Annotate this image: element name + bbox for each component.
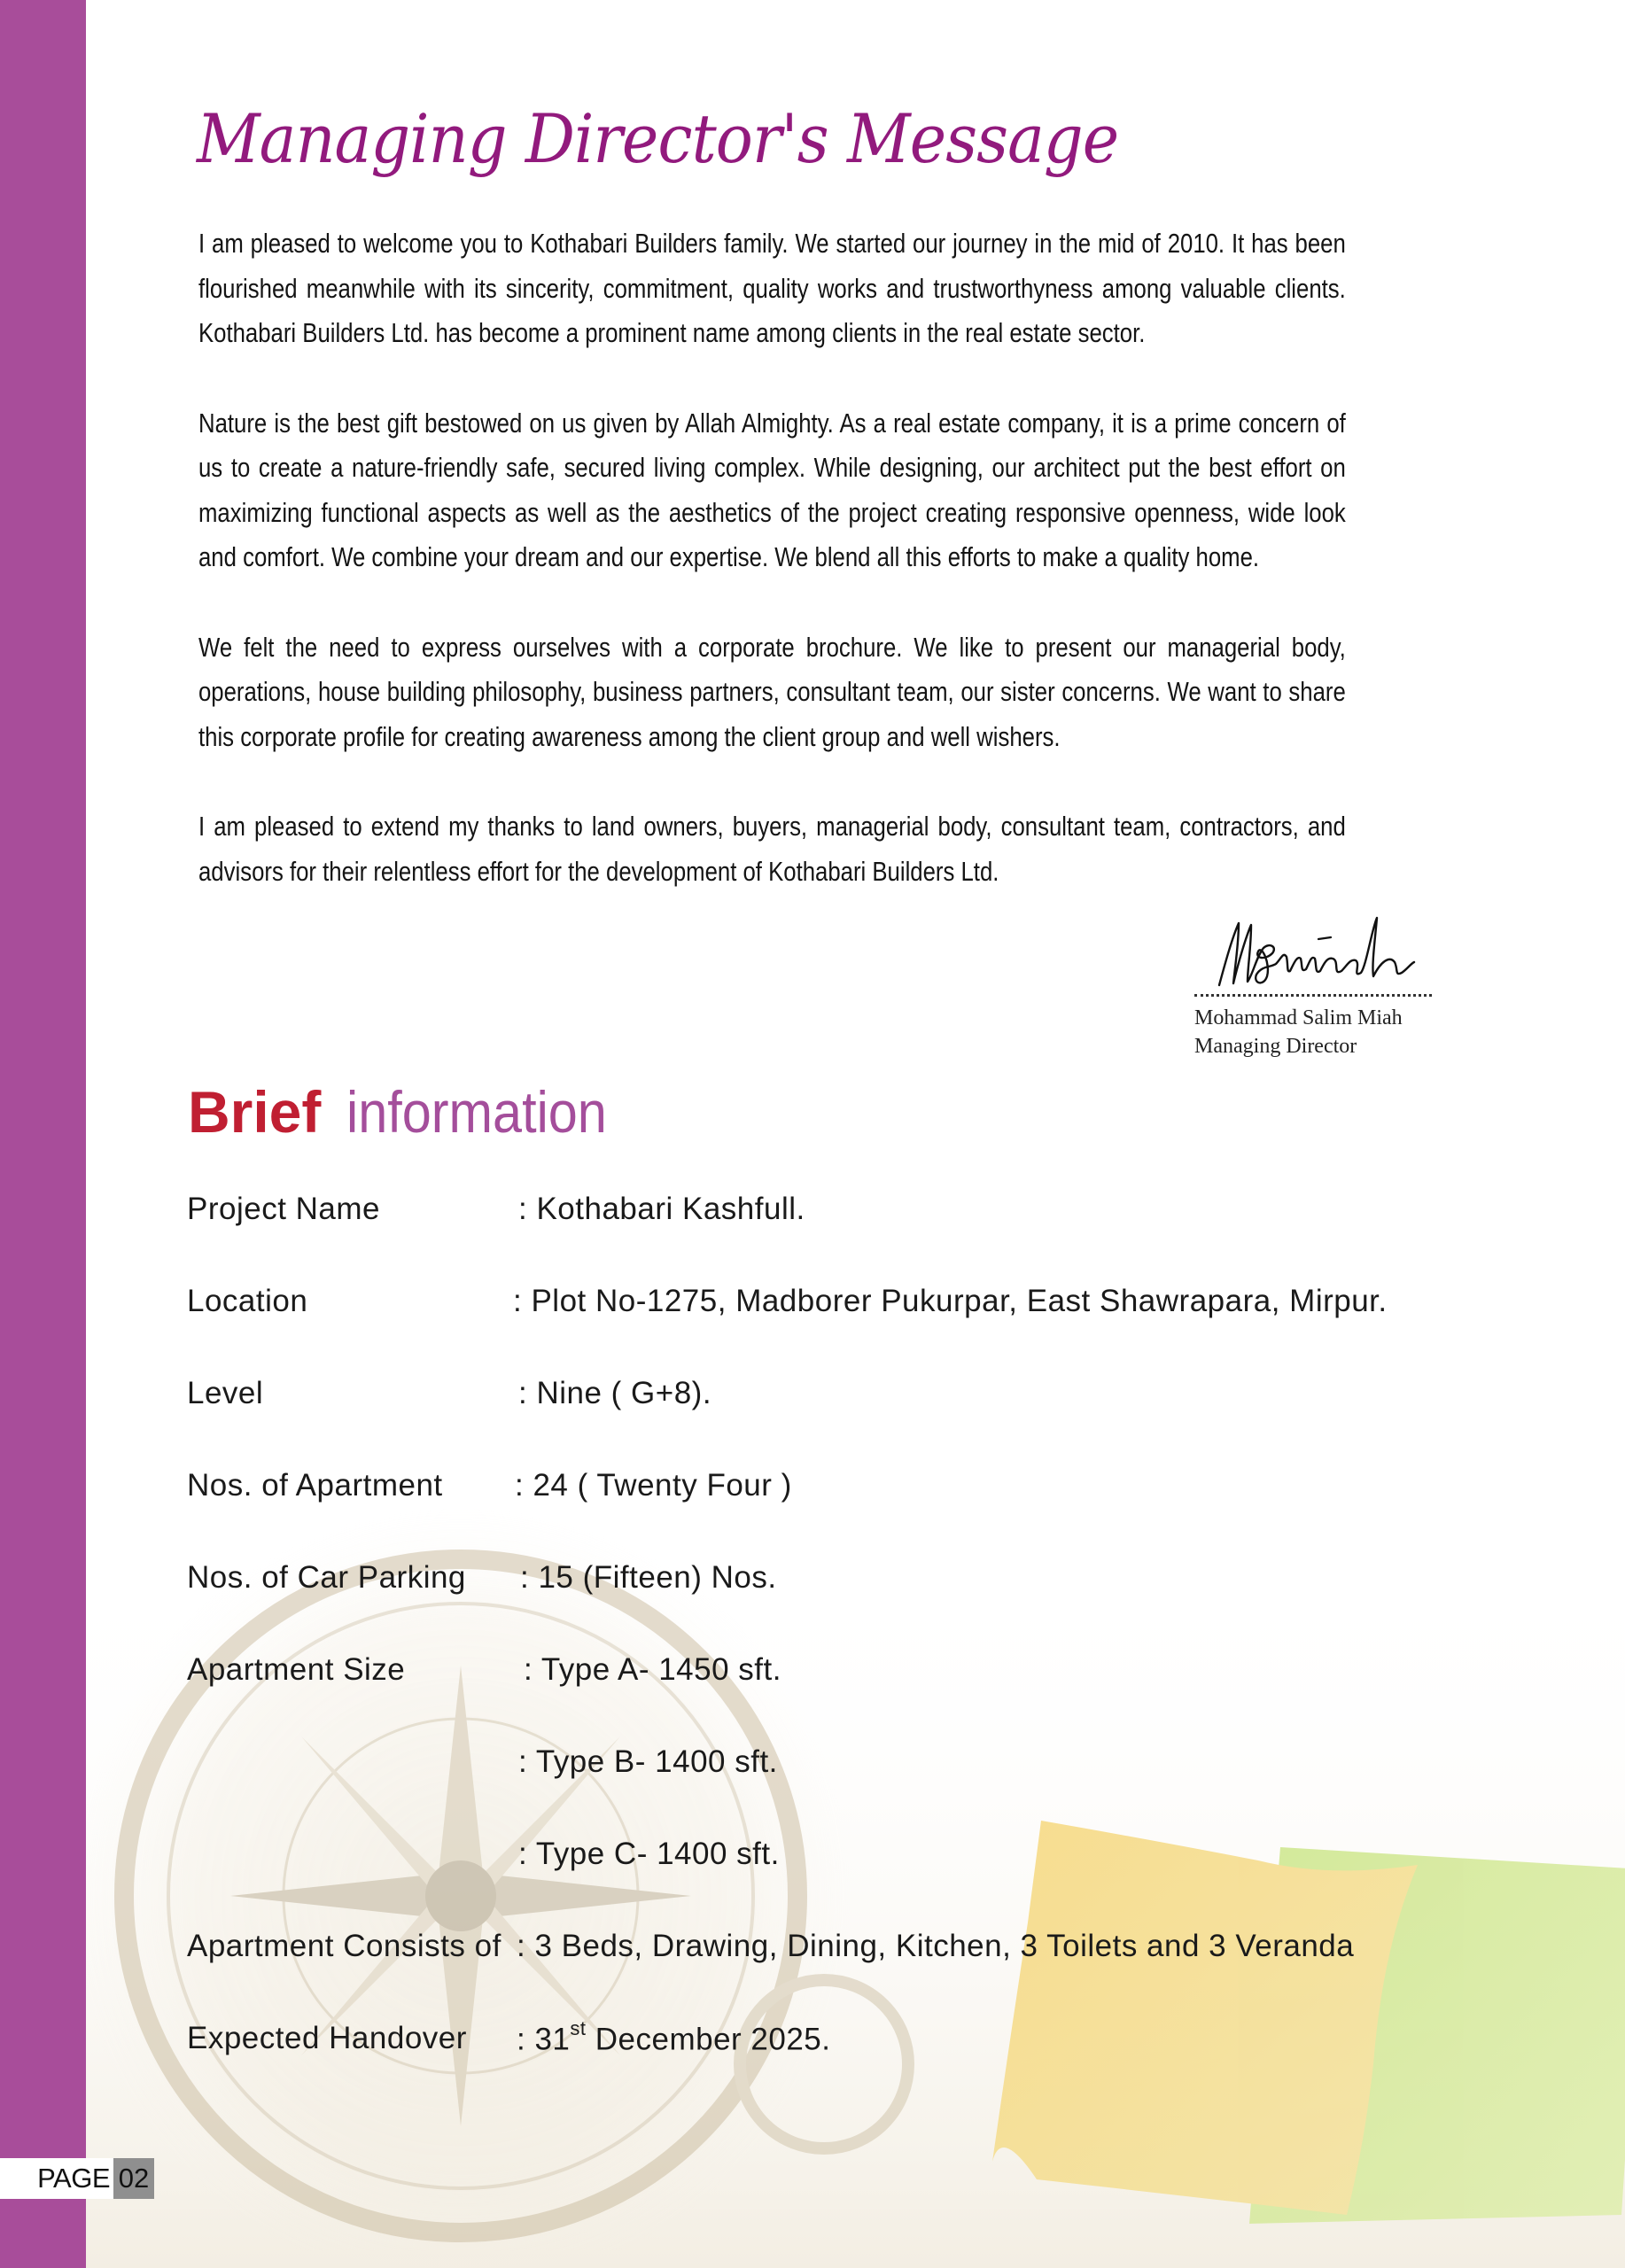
info-value (517, 2017, 831, 2058)
info-value: : Plot No-1275, Madborer Pukurpar, East Shawrapara, Mirpur. (513, 1284, 1388, 1318)
info-label: Expected Handover (187, 2021, 467, 2055)
info-value: : Type C- 1400 sft. (518, 1837, 780, 1871)
info-value: : Nine ( G+8). (518, 1376, 712, 1410)
brief-heading-light: information (346, 1079, 607, 1145)
brief-heading-bold: Brief (188, 1079, 322, 1145)
info-value: : Kothabari Kashfull. (518, 1192, 805, 1226)
handover-month-year: December 2025. (586, 2022, 831, 2057)
info-label: Nos. of Apartment (187, 1468, 443, 1503)
info-value: : 3 Beds, Drawing, Dining, Kitchen, 3 Toilets and 3 Veranda (517, 1929, 1355, 1963)
page-label: PAGE (0, 2158, 113, 2199)
message-paragraph: I am pleased to extend my thanks to land owners, buyers, managerial body, consultant team, contractors, and advisors for their relentless effort for the development of Kothabari Builders Ltd. (198, 811, 1346, 887)
info-value: : 15 (Fifteen) Nos. (520, 1560, 777, 1595)
message-paragraph: We felt the need to express ourselves with a corporate brochure. We like to present our managerial body, operations, house building philosophy, business partners, consultant team, our sister concerns. We want to share this corporate profile for creating awareness among the client group and well wishers. (198, 631, 1346, 752)
info-label: Apartment Consists of (187, 1929, 501, 1963)
handover-day: : 31 (517, 2022, 571, 2057)
info-label: Level (187, 1376, 264, 1410)
info-label: Nos. of Car Parking (187, 1560, 466, 1595)
signatory-role: Managing Director (1194, 1035, 1357, 1058)
page-title: Managing Director's Message (197, 99, 1119, 178)
handover-day-suffix: st (570, 2017, 587, 2039)
message-paragraph: I am pleased to welcome you to Kothabari Builders family. We started our journey in the mid of 2010. It has been flourished meanwhile with its sincerity, commitment, quality works and trustworthyness among valuable clients. Kothabari Builders Ltd. has become a prominent name among clients in the real estate sector. (198, 228, 1346, 348)
signatory-name: Mohammad Salim Miah (1194, 1006, 1403, 1029)
signature-icon (1212, 913, 1416, 992)
message-paragraph: Nature is the best gift bestowed on us given by Allah Almighty. As a real estate company, it is a prime concern of us to create a nature-friendly safe, secured living complex. While designing, our architect put the best effort on maximizing functional aspects as well as the aesthetics of the project creating responsive openness, wide look and comfort. We combine your dream and our expertise. We blend all this efforts to make a quality home. (198, 407, 1346, 572)
info-label: Project Name (187, 1192, 381, 1226)
signature-block (1194, 913, 1434, 1060)
page-number-badge (0, 2158, 154, 2199)
brief-information-heading (188, 1079, 635, 1145)
info-value: : 24 ( Twenty Four ) (515, 1468, 792, 1503)
director-message (198, 221, 1346, 939)
info-value: : Type A- 1450 sft. (524, 1652, 781, 1687)
info-label: Apartment Size (187, 1652, 406, 1687)
signature-line (1194, 994, 1432, 997)
page-number: 02 (113, 2158, 154, 2199)
info-label: Location (187, 1284, 308, 1318)
info-value: : Type B- 1400 sft. (518, 1744, 778, 1779)
